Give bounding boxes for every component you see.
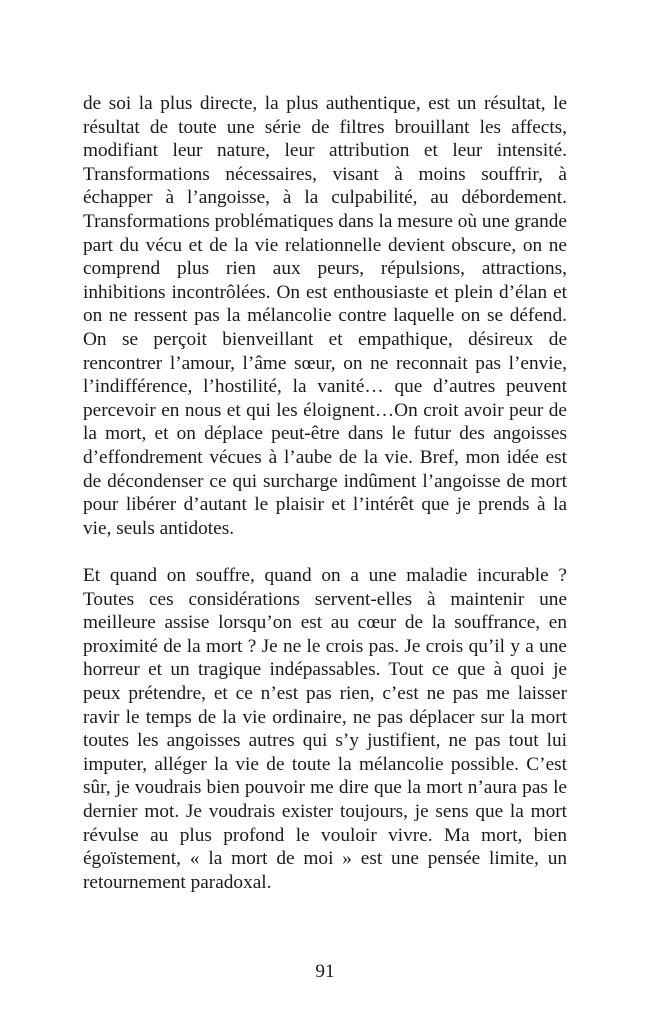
page-number: 91 [315,961,335,982]
paragraph-1: de soi la plus directe, la plus authentique, est un résultat, le résultat de toute une série de filtres brouillant les affects, modifiant leur nature, leur attribution et leur intensité. Transformations nécessaires, visant à moins souffrir, à échapper à l’angoisse, à la culpabilité, au débordement. Transformations problématiques dans la mesure où une grande part du vécu et de la vie relationnelle devient obscure, on ne comprend plus rien aux peurs, répulsions, attractions, inhibitions incontrôlées. On est enthousiaste et plein d’élan et on ne ressent pas la mélancolie contre laquelle on se défend. On se perçoit bienveillant et empathique, désireux de rencontrer l’amour, l’âme sœur, on ne reconnait pas l’envie, l’indifférence, l’hostilité, la vanité… que d’autres peuvent percevoir en nous et qui les éloignent…On croit avoir peur de la mort, et on déplace peut-être dans le futur des angoisses d’effondrement vécues à l’aube de la vie. Bref, mon idée est de décondenser ce qui surcharge indûment l’angoisse de mort pour libérer d’autant le plaisir et l’intérêt que je prends à la vie, seuls antidotes. [83,93,567,539]
paragraph-2: Et quand on souffre, quand on a une maladie incurable ? Toutes ces considérations servent-elles à maintenir une meilleure assise lorsqu’on est au cœur de la souffrance, en proximité de la mort ? Je ne le crois pas. Je crois qu’il y a une horreur et un tragique indépassables. Tout ce que à quoi je peux prétendre, et ce n’est pas rien, c’est ne pas me laisser ravir le temps de la vie ordinaire, ne pas déplacer sur la mort toutes les angoisses autres qui s’y justifient, ne pas tout lui imputer, alléger la vie de toute la mélancolie possible. C’est sûr, je voudrais bien pouvoir me dire que la mort n’aura pas le dernier mot. Je voudrais exister toujours, je sens que la mort révulse au plus profond le vouloir vivre. Ma mort, bien égoïstement, « la mort de moi » est une pensée limite, un retournement paradoxal. [83,565,567,893]
